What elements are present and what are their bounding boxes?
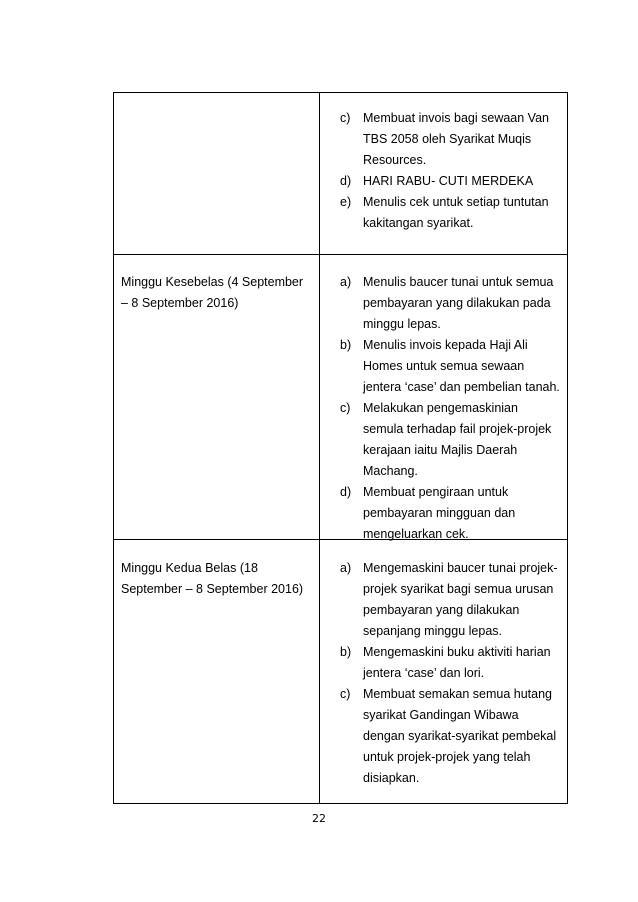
task-marker: a): [340, 561, 352, 575]
task-marker: e): [340, 195, 352, 209]
task-list: [340, 108, 560, 234]
task-marker: b): [340, 338, 352, 352]
task-text: Membuat semakan semua hutang syarikat Gandingan Wibawa dengan syarikat-syarikat pembekal untuk projek-projek yang telah disiapkan.: [363, 687, 557, 785]
task-marker: c): [340, 687, 351, 701]
task-text: HARI RABU- CUTI MERDEKA: [363, 174, 534, 188]
task-item: [340, 642, 560, 684]
week-cell: Minggu Kesebelas (4 September – 8 September 2016): [121, 275, 304, 310]
activity-table: [113, 92, 568, 804]
task-item: [340, 482, 560, 545]
page-number: 22: [312, 812, 326, 825]
task-text: Membuat invois bagi sewaan Van TBS 2058 oleh Syarikat Muqis Resources.: [363, 111, 549, 167]
task-text: Menulis cek untuk setiap tuntutan kakitangan syarikat.: [363, 195, 549, 230]
task-item: [340, 272, 560, 335]
task-item: [340, 335, 560, 398]
task-text: Membuat pengiraan untuk pembayaran mingguan dan mengeluarkan cek.: [363, 485, 516, 541]
task-marker: d): [340, 485, 352, 499]
row-divider: [114, 254, 567, 255]
task-marker: d): [340, 174, 352, 188]
task-item: [340, 171, 560, 192]
task-text: Menulis baucer tunai untuk semua pembayaran yang dilakukan pada minggu lepas.: [363, 275, 554, 331]
task-item: [340, 558, 560, 642]
task-item: [340, 684, 560, 789]
task-item: [340, 108, 560, 171]
task-marker: a): [340, 275, 352, 289]
task-marker: b): [340, 645, 352, 659]
task-item: [340, 398, 560, 482]
task-item: [340, 192, 560, 234]
task-marker: c): [340, 401, 351, 415]
task-text: Mengemaskini buku aktiviti harian jentera ‘case’ dan lori.: [363, 645, 551, 680]
task-marker: c): [340, 111, 351, 125]
task-text: Menulis invois kepada Haji Ali Homes untuk semua sewaan jentera ‘case’ dan pembelian tanah.: [363, 338, 560, 394]
week-cell: Minggu Kedua Belas (18 September – 8 September 2016): [121, 561, 304, 596]
task-list: [340, 558, 560, 789]
task-text: Melakukan pengemaskinian semula terhadap fail projek-projek kerajaan iaitu Majlis Daerah Machang.: [363, 401, 552, 478]
task-list: [340, 272, 560, 545]
column-divider: [319, 93, 320, 803]
task-text: Mengemaskini baucer tunai projek-projek syarikat bagi semua urusan pembayaran yang dilakukan sepanjang minggu lepas.: [363, 561, 558, 638]
